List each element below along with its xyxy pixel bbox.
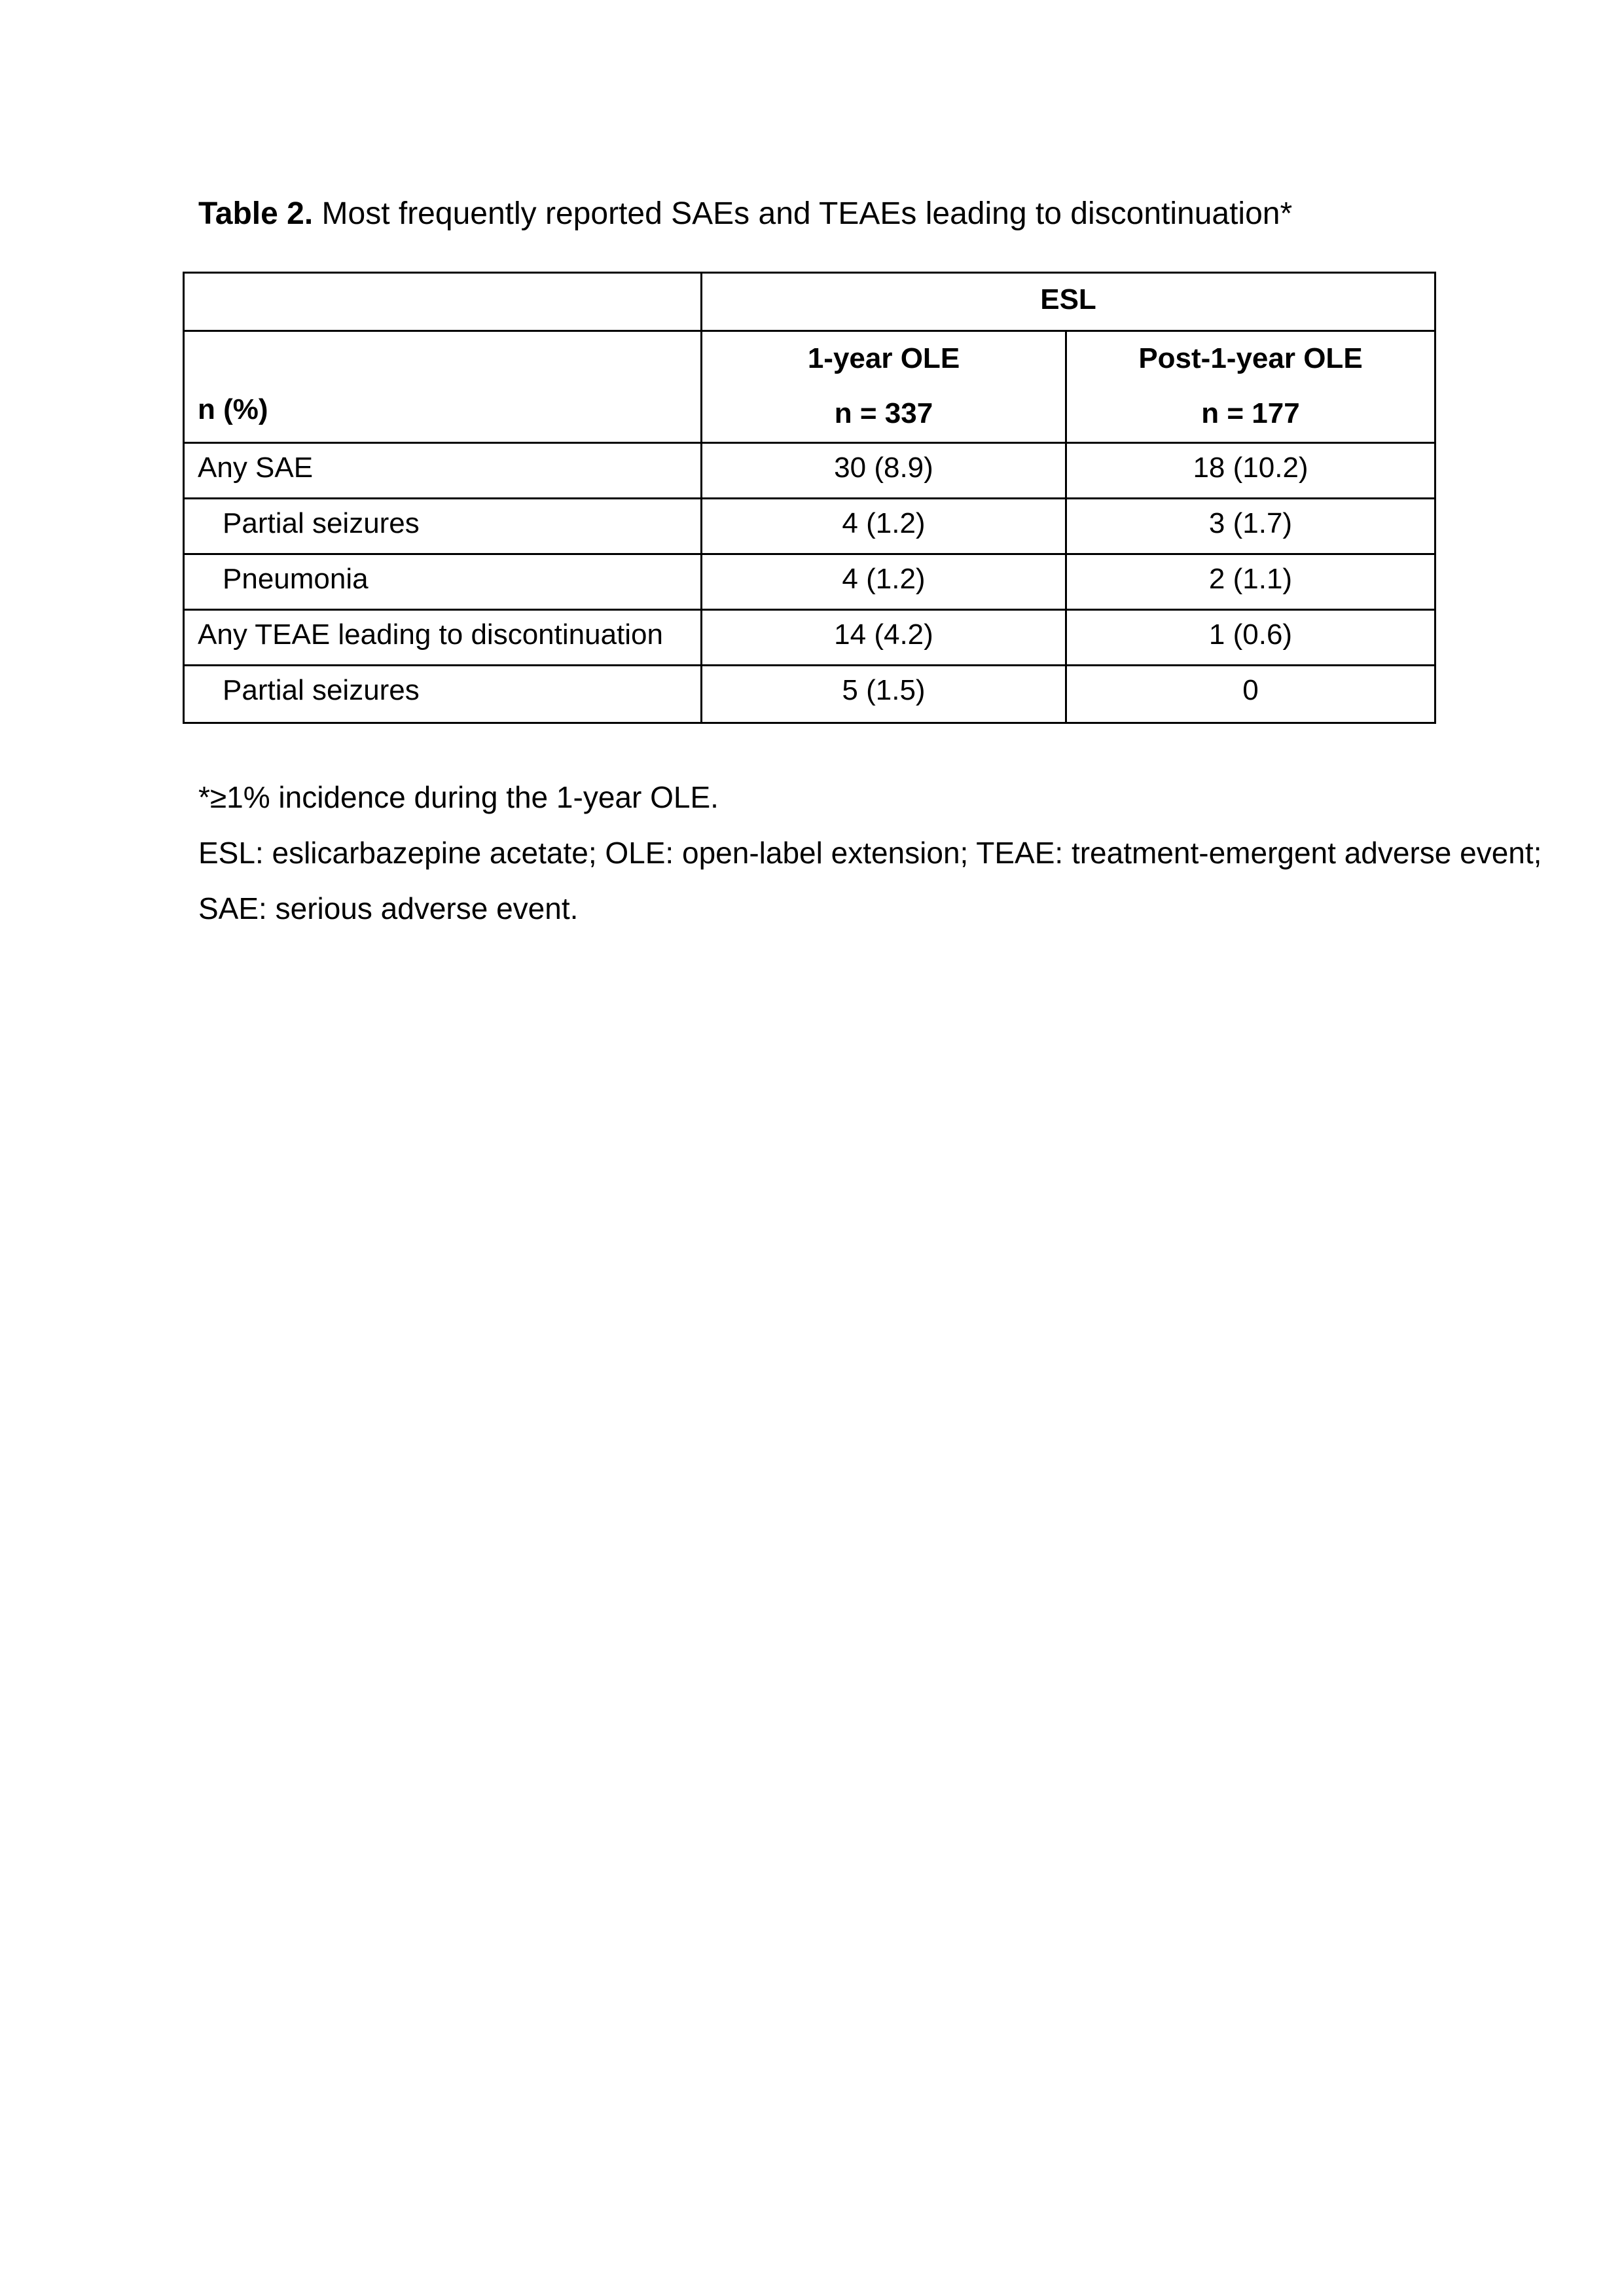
column-header-title: 1-year OLE [807,342,960,374]
table-footnotes [198,779,1542,946]
row-value: 30 (8.9) [702,443,1066,499]
column-header-n: n = 177 [1201,397,1300,429]
table-row [184,443,1435,499]
table-row-column-headers [184,331,1435,443]
row-value: 14 (4.2) [702,610,1066,666]
table-caption-number: Table 2. [198,196,314,231]
group-header-esl: ESL [702,273,1435,331]
row-label: Any TEAE leading to discontinuation [184,610,702,666]
column-header-n: n = 337 [834,397,933,429]
row-value: 1 (0.6) [1066,610,1435,666]
table-row [184,499,1435,554]
footnote-incidence: *≥1% incidence during the 1-year OLE. [198,780,719,814]
table-row-group-header [184,273,1435,331]
row-label: Pneumonia [184,554,702,610]
footnote-abbreviations: ESL: eslicarbazepine acetate; OLE: open-label extension; TEAE: treatment-emergent adverse event; [198,836,1542,870]
row-value: 18 (10.2) [1066,443,1435,499]
table-row [184,554,1435,610]
footnote-sae: SAE: serious adverse event. [198,891,579,925]
row-value: 0 [1066,666,1435,723]
table-caption [198,195,1292,233]
column-header-post-1-year-ole [1066,331,1435,443]
adverse-events-table [183,272,1436,724]
row-value: 5 (1.5) [702,666,1066,723]
table-caption-text: Most frequently reported SAEs and TEAEs leading to discontinuation* [313,196,1293,231]
blank-header-cell [184,273,702,331]
row-label: Partial seizures [184,499,702,554]
row-value: 4 (1.2) [702,554,1066,610]
column-header-1-year-ole [702,331,1066,443]
table-row [184,666,1435,723]
stub-header: n (%) [184,331,702,443]
row-value: 2 (1.1) [1066,554,1435,610]
row-label: Any SAE [184,443,702,499]
row-value: 3 (1.7) [1066,499,1435,554]
table-row [184,610,1435,666]
column-header-title: Post-1-year OLE [1138,342,1363,374]
row-value: 4 (1.2) [702,499,1066,554]
row-label: Partial seizures [184,666,702,723]
